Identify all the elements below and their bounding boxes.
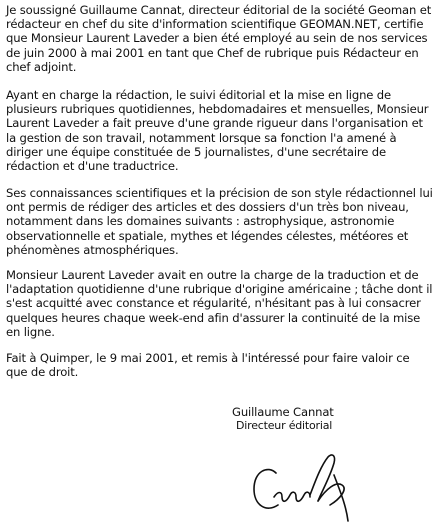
paragraph-responsibilities [6, 88, 442, 173]
text-line: rédaction et d'une traductrice. [6, 159, 179, 174]
text-line: en ligne. [6, 324, 55, 339]
text-line: observationnelle et spatiale, mythes et légendes célestes, météores et [6, 228, 409, 243]
text-line: que Monsieur Laurent Laveder a bien été employé au sein de nos services [6, 31, 428, 46]
paragraph-translation-duties [6, 268, 442, 339]
text-line: phénomènes atmosphériques. [6, 242, 179, 257]
text-line: Je soussigné Guillaume Cannat, directeur éditorial de la société Geoman et [6, 3, 432, 17]
text-line: quelques heures chaque week-end afin d'assurer la continuité de la mise [6, 310, 421, 325]
text-line: de juin 2000 à mai 2001 en tant que Chef de rubrique puis Rédacteur en [6, 45, 419, 60]
text-line: plusieurs rubriques quotidiennes, hebdomadaires et mensuelles, Monsieur [6, 102, 429, 117]
text-line: Monsieur Laurent Laveder avait en outre la charge de la traduction et de [6, 268, 419, 282]
text-line: diriger une équipe constituée de 5 journalistes, d'une secrétaire de [6, 144, 386, 159]
text-line: que de droit. [6, 365, 79, 380]
text-line: notamment dans les domaines suivants : astrophysique, astronomie [6, 214, 395, 229]
paragraph-employment-certification [6, 3, 442, 74]
signer-title: Directeur éditorial [236, 419, 333, 432]
text-line: rédacteur en chef du site d'information scientifique GEOMAN.NET, certifie [6, 17, 424, 32]
text-line: la gestion de son travail, notamment lorsque sa fonction l'a amené à [6, 130, 397, 145]
paragraph-place-and-date [6, 351, 442, 379]
paragraph-scientific-skills [6, 186, 442, 257]
text-line: Laurent Laveder a fait preuve d'une grande rigueur dans l'organisation et [6, 116, 423, 131]
text-line: Ayant en charge la rédaction, le suivi éditorial et la mise en ligne de [6, 88, 391, 102]
text-line: s'est acquitté avec constance et régularité, n'hésitant pas à lui consacrer [6, 296, 421, 311]
text-line: Ses connaissances scientifiques et la précision de son style rédactionnel lui [6, 186, 433, 200]
handwritten-signature-icon [244, 445, 364, 525]
text-line: Fait à Quimper, le 9 mai 2001, et remis à l'intéressé pour faire valoir ce [6, 351, 410, 365]
text-line: ont permis de rédiger des articles et des dossiers d'un très bon niveau, [6, 200, 409, 215]
text-line: l'adaptation quotidienne d'une rubrique d'origine américaine ; tâche dont il [6, 282, 433, 297]
signature-block [0, 405, 447, 528]
signer-name: Guillaume Cannat [232, 405, 334, 419]
text-line: chef adjoint. [6, 59, 77, 74]
